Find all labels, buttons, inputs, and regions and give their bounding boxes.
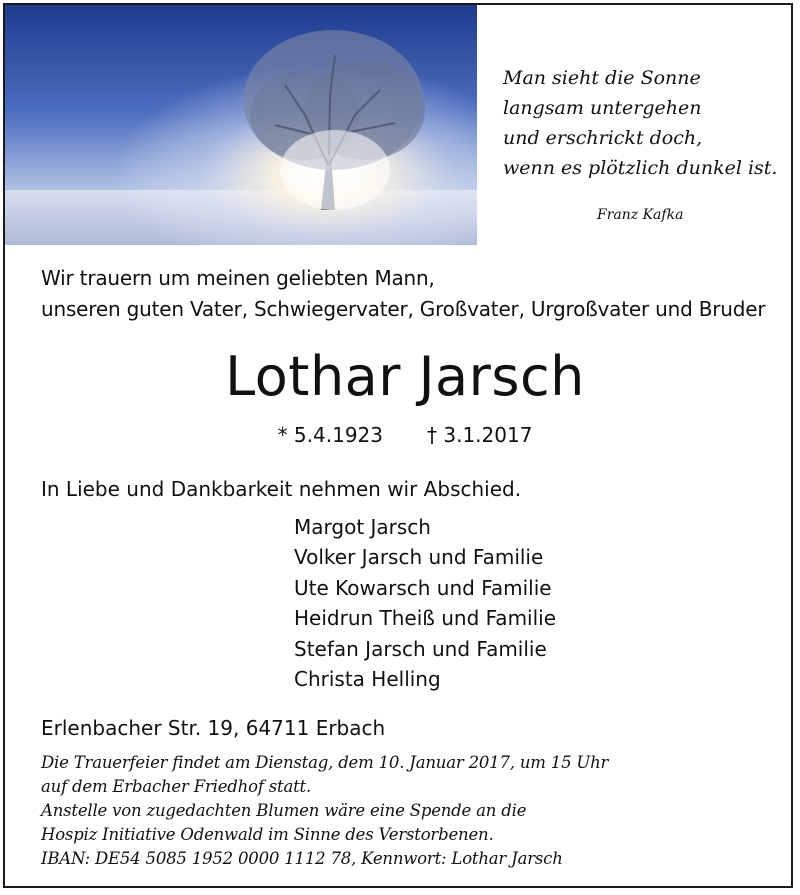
intro-text xyxy=(41,263,765,325)
family-address: Erlenbacher Str. 19, 64711 Erbach xyxy=(41,716,386,740)
mourner: Margot Jarsch xyxy=(294,515,431,539)
quote-author: Franz Kafka xyxy=(597,207,684,223)
life-dates xyxy=(5,421,800,449)
quote-line: Man sieht die Sonne xyxy=(503,67,701,89)
intro-line: unseren guten Vater, Schwiegervater, Großvater, Urgroßvater und Bruder xyxy=(41,297,766,321)
birth-date: * 5.4.1923 xyxy=(277,423,383,447)
death-date: † 3.1.2017 xyxy=(427,423,533,447)
notice-frame xyxy=(3,3,793,888)
winter-tree-icon xyxy=(5,5,477,245)
mourner: Stefan Jarsch und Familie xyxy=(294,636,547,661)
mourners-list xyxy=(294,512,556,694)
winter-tree-photo xyxy=(5,5,477,245)
mourner: Christa Helling xyxy=(294,667,441,692)
mourner: Heidrun Theiß und Familie xyxy=(294,606,557,631)
note-line: Die Trauerfeier findet am Dienstag, dem 10. Januar 2017, um 15 Uhr xyxy=(41,753,609,772)
funeral-notes xyxy=(41,751,608,871)
mourner: Volker Jarsch und Familie xyxy=(294,545,544,570)
note-line: IBAN: DE54 5085 1952 0000 1112 78, Kennwort: Lothar Jarsch xyxy=(41,849,563,868)
intro-line: Wir trauern um meinen geliebten Mann, xyxy=(41,266,435,290)
mourner: Ute Kowarsch und Familie xyxy=(294,575,552,600)
note-line: Hospiz Initiative Odenwald im Sinne des Verstorbenen. xyxy=(41,825,494,844)
farewell-text: In Liebe und Dankbarkeit nehmen wir Abschied. xyxy=(41,477,522,501)
deceased-name: Lothar Jarsch xyxy=(225,345,585,408)
kafka-quote xyxy=(503,63,793,183)
quote-line: langsam untergehen xyxy=(503,97,702,119)
quote-line: und erschrickt doch, xyxy=(503,127,703,149)
note-line: Anstelle von zugedachten Blumen wäre eine Spende an die xyxy=(41,801,527,820)
note-line: auf dem Erbacher Friedhof statt. xyxy=(41,777,312,796)
quote-line: wenn es plötzlich dunkel ist. xyxy=(503,157,778,179)
